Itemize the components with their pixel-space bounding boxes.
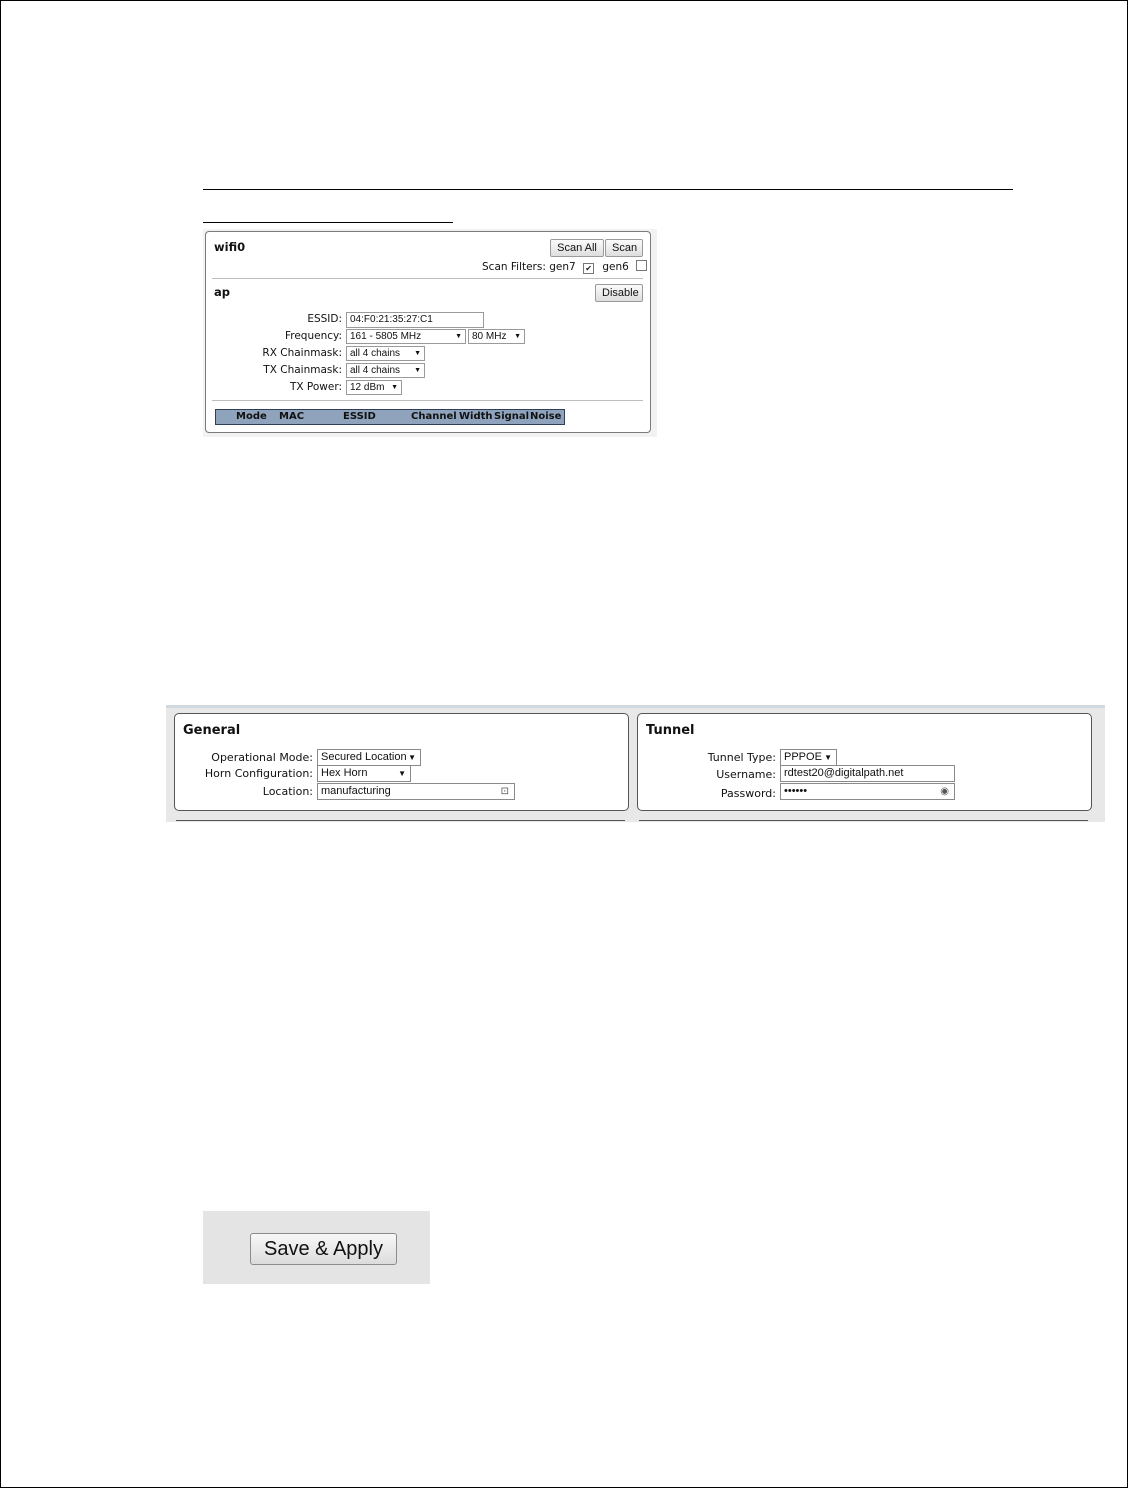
eye-icon[interactable]: ◉ — [940, 786, 949, 797]
chevron-down-icon: ▼ — [455, 333, 462, 340]
channel-width-value: 80 MHz — [472, 331, 507, 342]
save-apply-button[interactable]: Save & Apply — [250, 1233, 397, 1265]
horizontal-rule — [203, 189, 1013, 190]
column-channel: Channel — [411, 411, 457, 422]
wifi-screenshot — [203, 229, 657, 437]
scan-filters — [482, 260, 647, 274]
horn-configuration-select[interactable] — [317, 765, 411, 782]
frequency-value: 161 - 5805 MHz — [350, 331, 422, 342]
filter-gen6-label: gen6 — [602, 261, 629, 273]
interface-title: ap — [214, 285, 230, 299]
column-mode: Mode — [236, 411, 267, 422]
chevron-down-icon: ▼ — [408, 753, 416, 762]
operational-mode-value: Secured Location — [321, 751, 407, 763]
tx-power-select[interactable] — [346, 380, 402, 395]
chevron-down-icon: ▼ — [391, 384, 398, 391]
general-panel — [174, 713, 629, 811]
filter-gen6-checkbox[interactable] — [636, 260, 647, 271]
location-input[interactable] — [317, 783, 515, 800]
scan-button[interactable]: Scan — [605, 239, 643, 257]
column-width: Width — [459, 411, 493, 422]
rx-chainmask-select[interactable] — [346, 346, 425, 361]
scan-filters-label: Scan Filters: — [482, 261, 546, 273]
location-label: Location: — [262, 785, 313, 798]
horn-configuration-value: Hex Horn — [321, 767, 368, 779]
save-apply-screenshot — [203, 1211, 430, 1284]
frequency-label: Frequency: — [284, 330, 342, 342]
column-essid: ESSID — [343, 411, 376, 422]
operational-mode-select[interactable] — [317, 749, 421, 766]
top-bar — [166, 705, 1105, 708]
username-value: rdtest20@digitalpath.net — [784, 767, 904, 779]
panel-edge — [639, 820, 1088, 821]
password-value: •••••• — [784, 785, 808, 797]
tx-chainmask-select[interactable] — [346, 363, 425, 378]
location-value: manufacturing — [321, 785, 391, 797]
chevron-down-icon: ▼ — [414, 367, 421, 374]
tx-power-label: TX Power: — [289, 381, 342, 393]
username-input[interactable] — [780, 765, 955, 782]
chevron-down-icon: ▼ — [824, 753, 832, 762]
chevron-down-icon: ▼ — [398, 769, 406, 778]
filter-gen7-label: gen7 — [549, 261, 576, 273]
horn-configuration-label: Horn Configuration: — [204, 767, 313, 780]
filter-gen7-checkbox[interactable]: ✔ — [583, 263, 594, 274]
column-mac: MAC — [279, 411, 305, 422]
general-title: General — [183, 723, 241, 738]
password-input[interactable] — [780, 783, 955, 800]
tunnel-title: Tunnel — [646, 723, 695, 738]
panel-edge — [176, 820, 625, 821]
column-signal: Signal — [494, 411, 530, 422]
essid-label: ESSID: — [307, 313, 342, 325]
tunnel-panel — [637, 713, 1092, 811]
tx-chainmask-value: all 4 chains — [350, 365, 401, 376]
radio-title: wifi0 — [214, 240, 246, 254]
info-icon: ⊡ — [500, 786, 509, 797]
chevron-down-icon: ▼ — [514, 333, 521, 340]
essid-input[interactable]: 04:F0:21:35:27:C1 — [346, 312, 484, 328]
tx-chainmask-label: TX Chainmask: — [263, 364, 342, 376]
frequency-select[interactable] — [346, 329, 466, 344]
scan-all-button[interactable]: Scan All — [550, 239, 604, 257]
channel-width-select[interactable] — [468, 329, 525, 344]
wifi-panel — [205, 231, 651, 433]
scan-results-header — [215, 409, 565, 425]
username-label: Username: — [716, 768, 776, 781]
section-divider — [212, 278, 643, 279]
disable-button[interactable]: Disable — [595, 284, 643, 302]
horizontal-rule-short — [203, 222, 453, 223]
tunnel-type-value: PPPOE — [784, 751, 822, 763]
operational-mode-label: Operational Mode: — [211, 751, 313, 764]
tx-power-value: 12 dBm — [350, 382, 385, 393]
rx-chainmask-label: RX Chainmask: — [262, 347, 342, 359]
rx-chainmask-value: all 4 chains — [350, 348, 401, 359]
tunnel-type-select[interactable] — [780, 749, 837, 766]
chevron-down-icon: ▼ — [414, 350, 421, 357]
tunnel-type-label: Tunnel Type: — [707, 751, 776, 764]
settings-screenshot — [166, 705, 1105, 822]
password-label: Password: — [720, 787, 776, 800]
section-divider — [212, 400, 643, 401]
column-noise: Noise — [530, 411, 562, 422]
